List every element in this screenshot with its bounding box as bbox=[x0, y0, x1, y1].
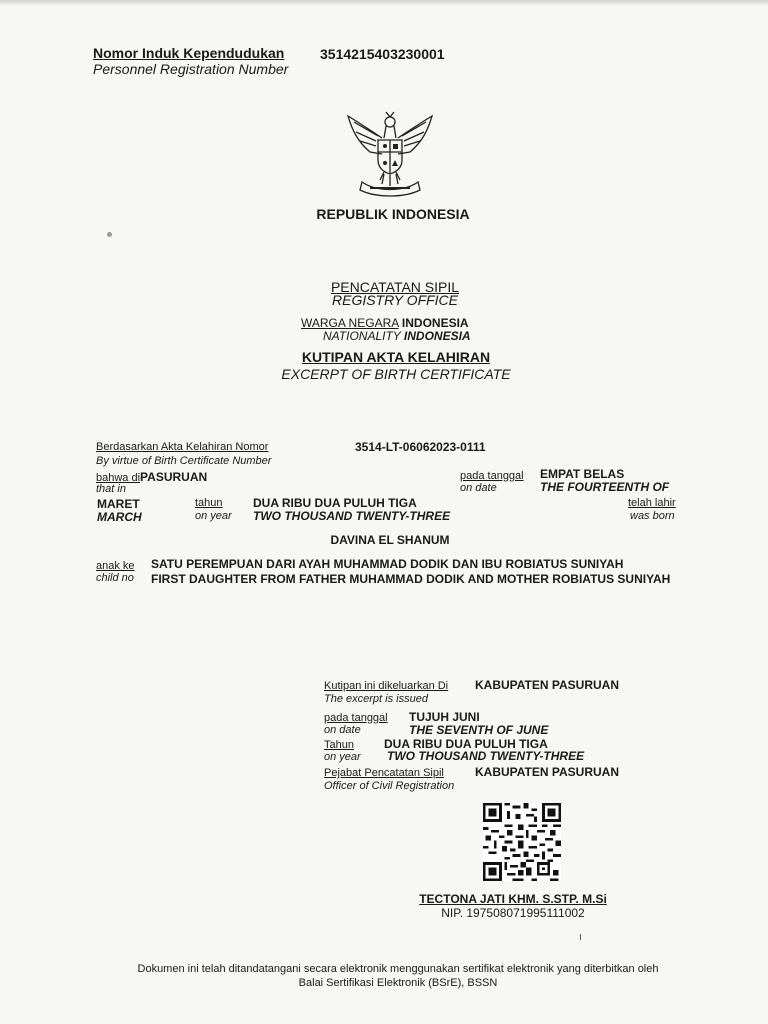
country-name: REPUBLIK INDONESIA bbox=[316, 206, 470, 222]
birth-day: EMPAT BELAS bbox=[540, 467, 625, 481]
office-title-en: REGISTRY OFFICE bbox=[331, 292, 459, 308]
scan-speck bbox=[107, 232, 112, 237]
nik-label-en: Personnel Registration Number bbox=[93, 61, 289, 77]
signatory-nip: NIP. 197508071995111002 bbox=[441, 906, 585, 920]
born-label-en: was born bbox=[630, 510, 675, 522]
child-description-en: FIRST DAUGHTER FROM FATHER MUHAMMAD DODIK AND MOTHER ROBIATUS SUNIYAH bbox=[151, 572, 671, 586]
child-description: SATU PEREMPUAN DARI AYAH MUHAMMAD DODIK DAN IBU ROBIATUS SUNIYAH bbox=[151, 557, 624, 571]
issued-at-label: Kutipan ini dikeluarkan Di bbox=[324, 680, 449, 692]
qr-code-icon[interactable] bbox=[483, 803, 561, 881]
document-title: KUTIPAN AKTA KELAHIRAN bbox=[301, 349, 491, 365]
nationality-value: INDONESIA bbox=[401, 316, 469, 330]
birth-year-en: TWO THOUSAND TWENTY-THREE bbox=[253, 509, 451, 523]
signatory-name: TECTONA JATI KHM. S.STP. M.Si bbox=[419, 892, 607, 906]
issue-year-en: TWO THOUSAND TWENTY-THREE bbox=[387, 749, 585, 763]
place-label: bahwa di bbox=[96, 472, 141, 484]
birth-date-label-en: on date bbox=[460, 482, 497, 494]
birth-year-label: tahun bbox=[195, 497, 223, 509]
issue-date-en: THE SEVENTH OF JUNE bbox=[409, 723, 549, 737]
issue-year-label-en: on year bbox=[324, 751, 361, 763]
certificate-number-value: 3514-LT-06062023-0111 bbox=[355, 440, 486, 454]
birth-year-label-en: on year bbox=[195, 510, 232, 522]
scan-top-edge bbox=[0, 0, 768, 6]
nik-label: Nomor Induk Kependudukan bbox=[93, 45, 285, 61]
nationality-label: WARGA NEGARA bbox=[301, 316, 399, 330]
birth-month: MARET bbox=[97, 497, 140, 511]
birth-date-label: pada tanggal bbox=[460, 470, 524, 482]
garuda-emblem-icon bbox=[340, 108, 440, 200]
birth-year: DUA RIBU DUA PULUH TIGA bbox=[253, 496, 417, 510]
office-title: PENCATATAN SIPIL bbox=[330, 279, 460, 295]
place-value: PASURUAN bbox=[140, 470, 208, 484]
birth-day-en: THE FOURTEENTH OF bbox=[540, 480, 670, 494]
scan-mark bbox=[580, 934, 581, 940]
certificate-number-label-en: By virtue of Birth Certificate Number bbox=[96, 455, 272, 467]
issue-date-label: pada tanggal bbox=[324, 712, 388, 724]
child-order-label-en: child no bbox=[96, 572, 134, 584]
child-name: DAVINA EL SHANUM bbox=[330, 533, 450, 547]
document-title-en: EXCERPT OF BIRTH CERTIFICATE bbox=[281, 366, 511, 382]
issued-at-label-en: The excerpt is issued bbox=[324, 693, 428, 705]
footer-line-1: Dokumen ini telah ditandatangani secara elektronik menggunakan sertifikat elektronik yang diterbitkan oleh bbox=[137, 963, 659, 975]
birth-month-en: MARCH bbox=[97, 510, 142, 524]
nik-value: 3514215403230001 bbox=[320, 46, 445, 62]
issue-year: DUA RIBU DUA PULUH TIGA bbox=[384, 737, 548, 751]
certificate-number-label: Berdasarkan Akta Kelahiran Nomor bbox=[96, 441, 269, 453]
place-label-en: that in bbox=[96, 483, 126, 495]
issue-date: TUJUH JUNI bbox=[409, 710, 480, 724]
nationality-value-en: INDONESIA bbox=[403, 329, 471, 343]
issue-date-label-en: on date bbox=[324, 724, 361, 736]
born-label: telah lahir bbox=[628, 497, 676, 509]
child-order-label: anak ke bbox=[96, 560, 135, 572]
officer-label: Pejabat Pencatatan Sipil bbox=[324, 767, 444, 779]
officer-value: KABUPATEN PASURUAN bbox=[475, 765, 619, 779]
issued-at-value: KABUPATEN PASURUAN bbox=[475, 678, 619, 692]
footer-line-2: Balai Sertifikasi Elektronik (BSrE), BSSN bbox=[298, 977, 498, 989]
nationality-label-en: NATIONALITY bbox=[323, 329, 401, 343]
issue-year-label: Tahun bbox=[324, 739, 354, 751]
officer-label-en: Officer of Civil Registration bbox=[324, 780, 455, 792]
